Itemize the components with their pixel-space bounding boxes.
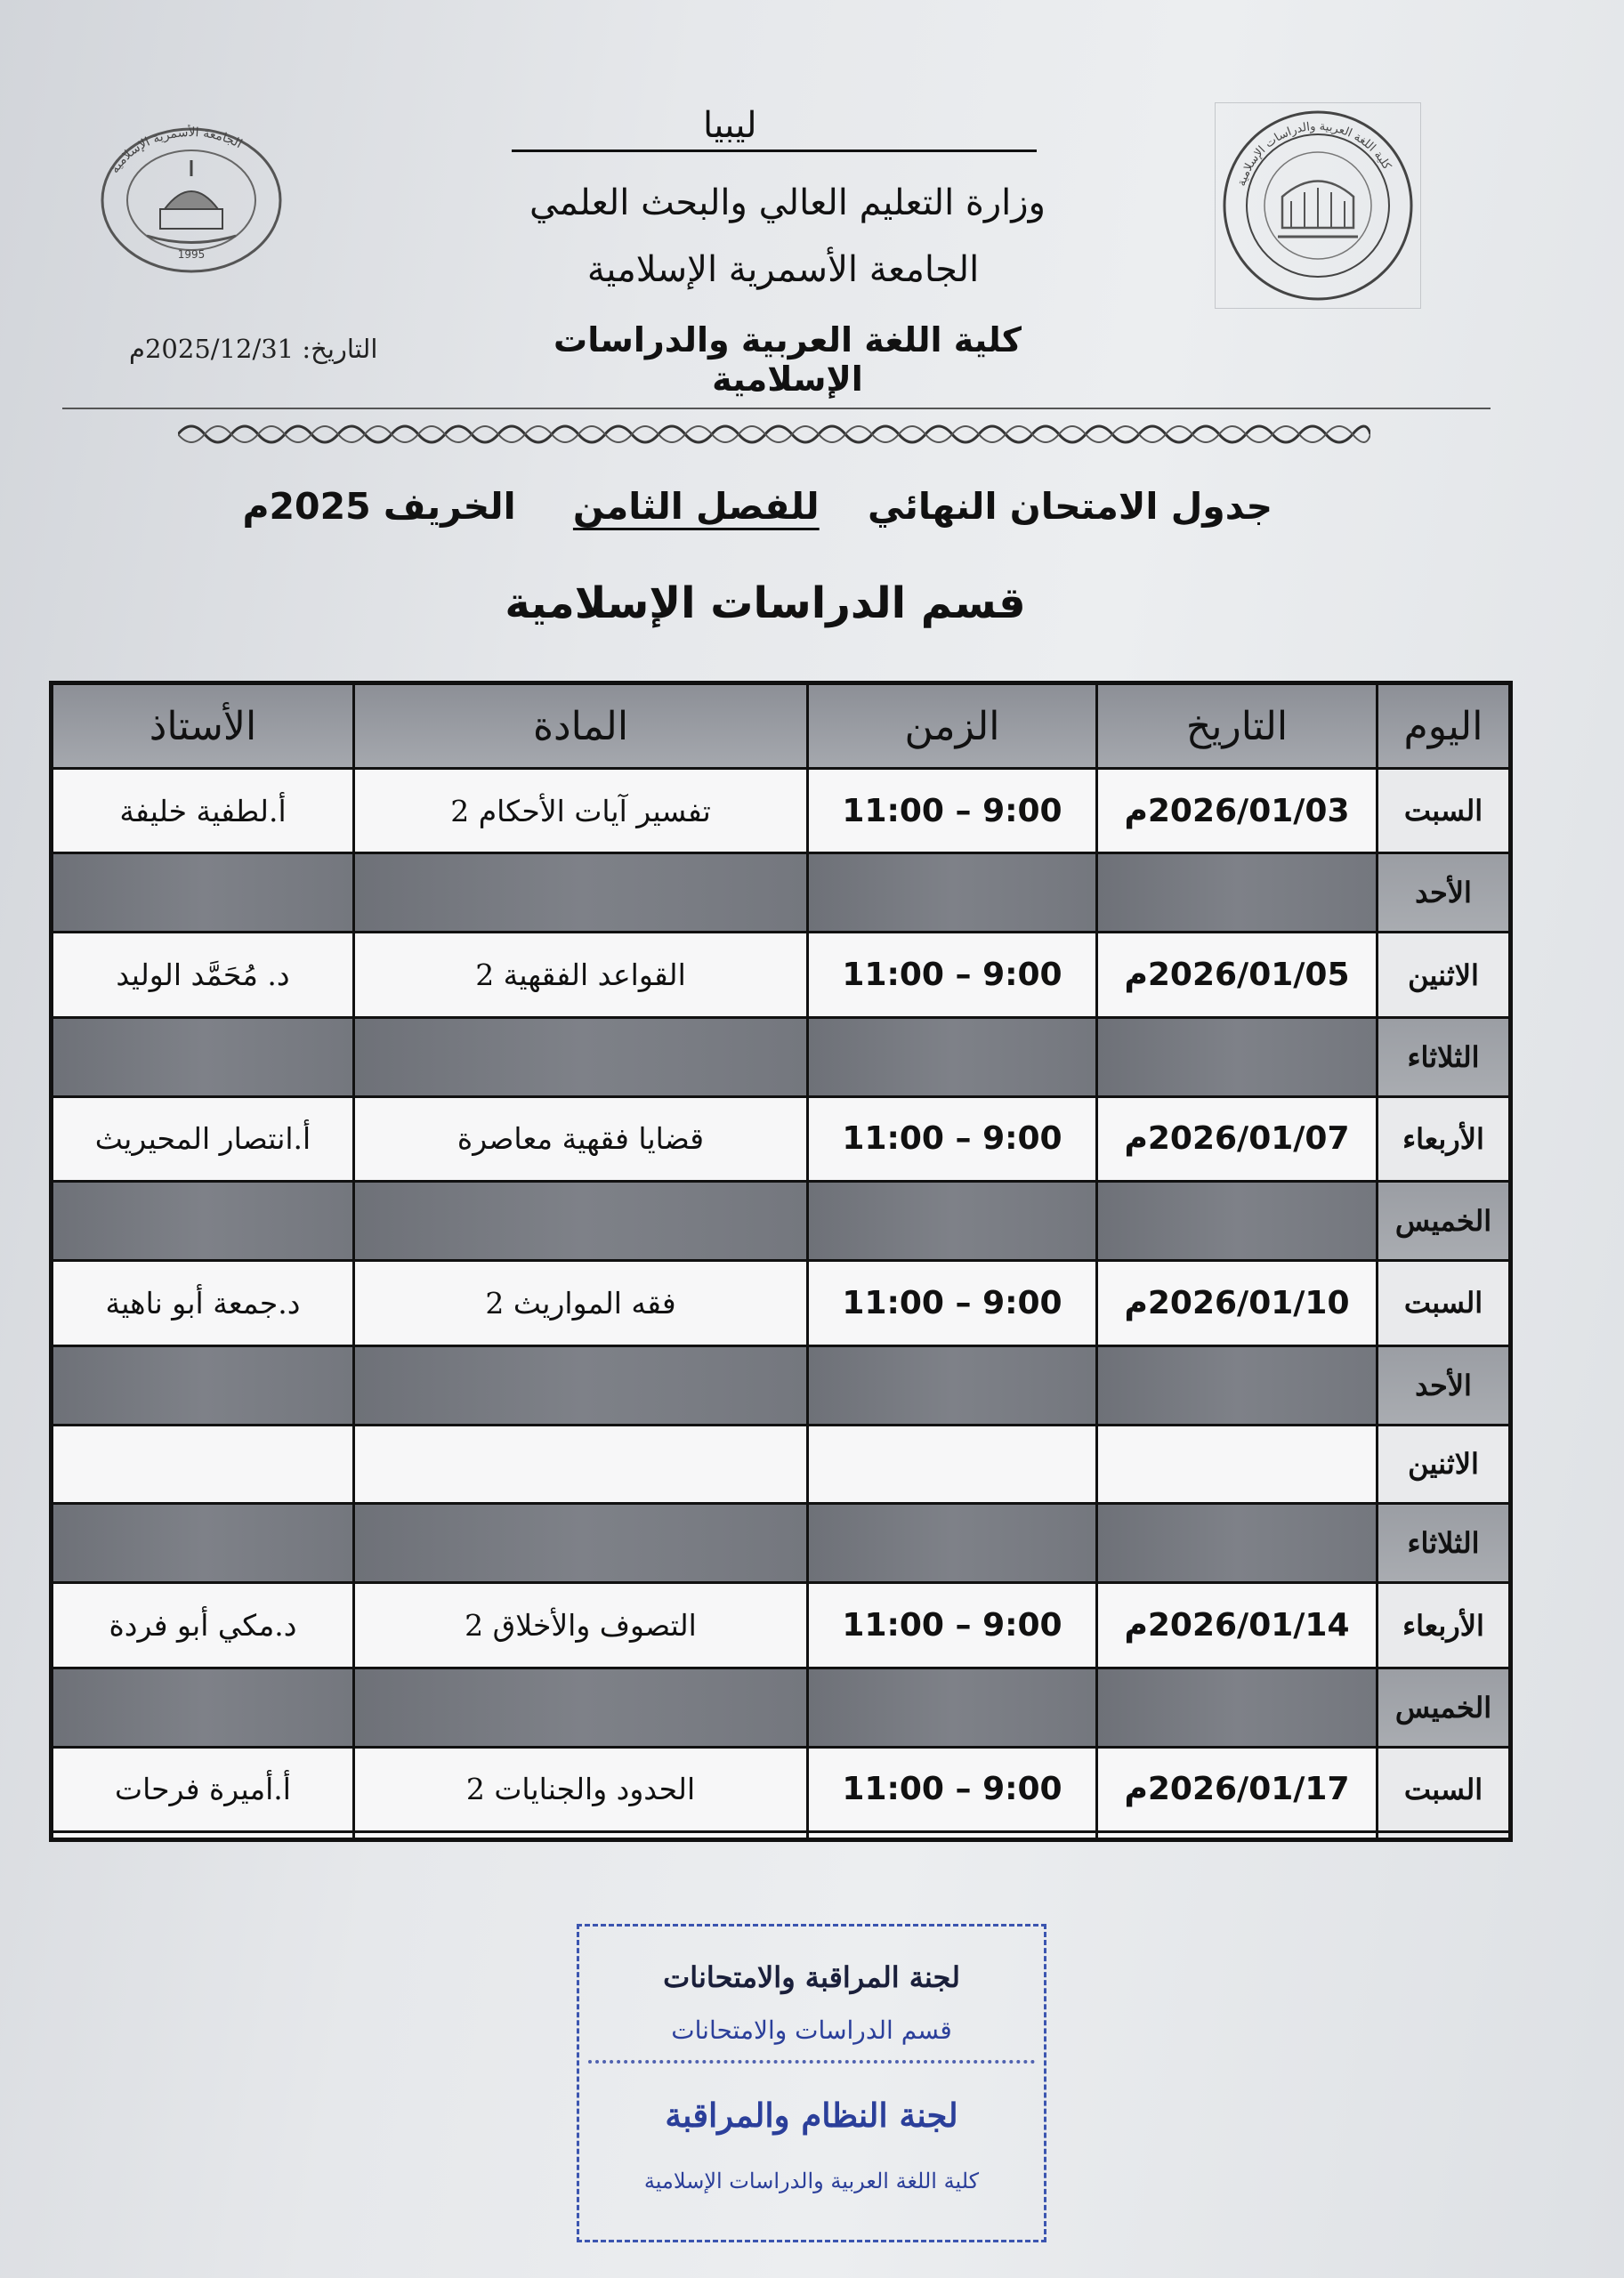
table-row [52,1504,1511,1583]
table-row [52,1345,1511,1425]
date-cell [1097,1017,1378,1096]
college-logo [1215,102,1421,309]
subject-cell [354,1832,808,1840]
stamp-line-3: لجنة النظام والمراقبة [665,2096,958,2135]
day-cell: الخميس [1378,1668,1511,1747]
teacher-cell [52,1504,354,1583]
teacher-cell: د. مُحَمَّد الوليد [52,933,354,1017]
table-row [52,1096,1511,1181]
time-cell: 9:00 – 11:00 [808,1096,1097,1181]
day-cell: السبت [1378,1261,1511,1345]
time-cell [808,1504,1097,1583]
subject-cell [354,1345,808,1425]
teacher-cell [52,1345,354,1425]
header-teacher: الأستاذ [52,683,354,769]
teacher-cell: د.مكي أبو فردة [52,1583,354,1668]
time-cell: 9:00 – 11:00 [808,1261,1097,1345]
table-row [52,1425,1511,1504]
day-cell: الأربعاء [1378,1583,1511,1668]
table-row [52,1182,1511,1261]
committee-stamp [577,1924,1046,2242]
day-cell: الأحد [1378,853,1511,933]
title-semester: للفصل الثامن [572,485,820,528]
ornamental-border [178,418,1370,450]
date-cell [1097,1182,1378,1261]
department-title: قسم الدراسات الإسلامية [505,578,1026,628]
table-row [52,933,1511,1017]
time-cell: 9:00 – 11:00 [808,933,1097,1017]
time-cell [808,1345,1097,1425]
time-cell: 9:00 – 11:00 [808,1583,1097,1668]
table-body [52,769,1511,1840]
teacher-cell [52,1425,354,1504]
teacher-cell: أ.أميرة فرحات [52,1747,354,1831]
date-cell [1097,1832,1378,1840]
stamp-line-2: قسم الدراسات والامتحانات [671,2015,952,2045]
table-row [52,1017,1511,1096]
subject-cell: الحدود والجنايات 2 [354,1747,808,1831]
day-cell: الاثنين [1378,1425,1511,1504]
teacher-cell [52,853,354,933]
svg-text:كلية اللغة العربية والدراسات ا [1235,120,1394,188]
header-day: اليوم [1378,683,1511,769]
title-season: الخريف 2025م [242,485,516,528]
table-row [52,1832,1511,1840]
header-date: التاريخ [1097,683,1378,769]
time-cell [808,1182,1097,1261]
date-cell [1097,1504,1378,1583]
subject-cell: قضايا فقهية معاصرة [354,1096,808,1181]
day-cell: الثلاثاء [1378,1017,1511,1096]
teacher-cell: أ.لطفية خليفة [52,769,354,853]
document-date: التاريخ: 2025/12/31م [129,334,378,364]
date-cell: 2026/01/17م [1097,1747,1378,1831]
day-cell [1378,1832,1511,1840]
subject-cell: التصوف والأخلاق 2 [354,1583,808,1668]
table-row [52,769,1511,853]
subject-cell: القواعد الفقهية 2 [354,933,808,1017]
date-cell [1097,1425,1378,1504]
day-cell: السبت [1378,769,1511,853]
date-cell: 2026/01/03م [1097,769,1378,853]
table-row [52,853,1511,933]
title-part-exam: جدول الامتحان النهائي [867,485,1273,528]
subject-cell [354,1668,808,1747]
date-cell [1097,1668,1378,1747]
table-row [52,1261,1511,1345]
country-name: ليبيا [703,105,757,146]
table-row [52,1668,1511,1747]
subject-cell [354,1182,808,1261]
teacher-cell [52,1832,354,1840]
date-cell: 2026/01/14م [1097,1583,1378,1668]
ministry-name: وزارة التعليم العالي والبحث العلمي [529,182,1046,223]
teacher-cell [52,1668,354,1747]
subject-cell: فقه المواريث 2 [354,1261,808,1345]
university-logo-year: 1995 [177,248,206,261]
date-cell: 2026/01/07م [1097,1096,1378,1181]
university-name: الجامعة الأسمرية الإسلامية [586,249,980,290]
subject-cell: تفسير آيات الأحكام 2 [354,769,808,853]
exam-schedule-table [49,681,1513,1842]
teacher-cell: أ.انتصار المحيريث [52,1096,354,1181]
country-underline [512,125,1037,152]
subject-cell [354,1504,808,1583]
teacher-cell [52,1017,354,1096]
stamp-dotted-line [588,2060,1035,2064]
header-divider [62,408,1491,409]
header-time: الزمن [808,683,1097,769]
time-cell [808,1832,1097,1840]
table-row [52,1747,1511,1831]
subject-cell [354,1425,808,1504]
time-cell [808,1017,1097,1096]
table-header-row [52,683,1511,769]
subject-cell [354,853,808,933]
subject-cell [354,1017,808,1096]
college-name: كلية اللغة العربية والدراسات الإسلامية [553,320,1022,399]
table-row [52,1583,1511,1668]
date-cell: 2026/01/10م [1097,1261,1378,1345]
time-cell [808,853,1097,933]
time-cell [808,1668,1097,1747]
stamp-line-4: كلية اللغة العربية والدراسات الإسلامية [643,2169,980,2193]
stamp-line-1: لجنة المراقبة والامتحانات [663,1960,960,1994]
day-cell: الأربعاء [1378,1096,1511,1181]
day-cell: السبت [1378,1747,1511,1831]
day-cell: الاثنين [1378,933,1511,1017]
day-cell: الثلاثاء [1378,1504,1511,1583]
time-cell: 9:00 – 11:00 [808,1747,1097,1831]
day-cell: الأحد [1378,1345,1511,1425]
university-logo-text: الجامعة الأسمرية الإسلامية [107,125,245,176]
teacher-cell: د.جمعة أبو ناهية [52,1261,354,1345]
day-cell: الخميس [1378,1182,1511,1261]
schedule-title [242,485,1273,528]
date-cell [1097,853,1378,933]
header-subject: المادة [354,683,808,769]
college-logo-text: كلية اللغة العربية والدراسات الإسلامية [1235,119,1394,189]
time-cell [808,1425,1097,1504]
teacher-cell [52,1182,354,1261]
date-cell [1097,1345,1378,1425]
date-cell: 2026/01/05م [1097,933,1378,1017]
university-logo [93,125,289,285]
time-cell: 9:00 – 11:00 [808,769,1097,853]
